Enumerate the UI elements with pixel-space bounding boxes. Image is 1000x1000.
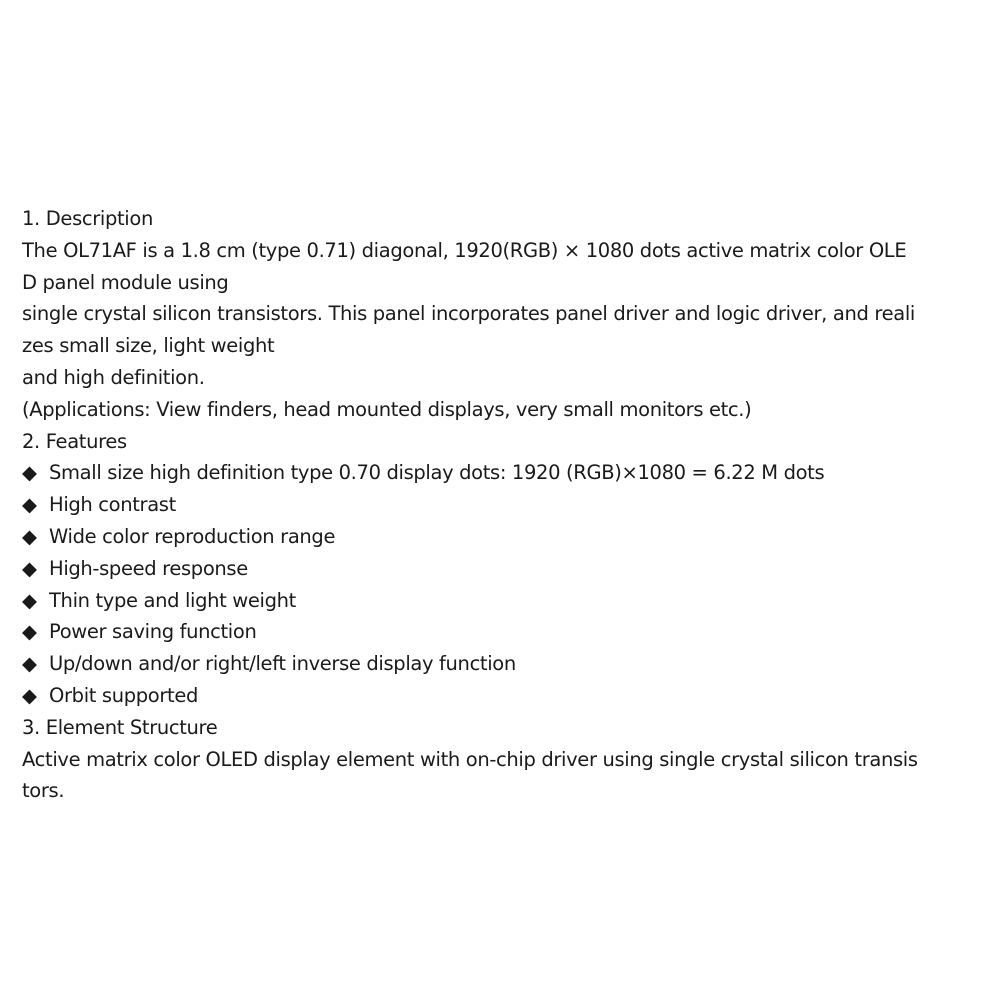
feature-text: Up/down and/or right/left inverse display function — [49, 652, 516, 676]
diamond-bullet-icon: ◆ — [22, 620, 37, 644]
diamond-bullet-icon: ◆ — [22, 588, 37, 612]
document-body — [22, 203, 962, 807]
feature-item — [22, 648, 962, 680]
diamond-bullet-icon: ◆ — [22, 683, 37, 707]
description-heading: 1. Description — [22, 207, 153, 230]
feature-item — [22, 553, 962, 585]
diamond-bullet-icon: ◆ — [22, 652, 37, 676]
features-heading: 2. Features — [22, 429, 127, 453]
feature-text: Power saving function — [49, 620, 257, 644]
diamond-bullet-icon: ◆ — [22, 524, 37, 548]
feature-item — [22, 585, 962, 617]
diamond-bullet-icon: ◆ — [22, 493, 37, 517]
description-line: zes small size, light weight — [22, 334, 275, 358]
description-line: (Applications: View finders, head mounted displays, very small monitors etc.) — [22, 397, 752, 421]
feature-text: Thin type and light weight — [49, 588, 296, 612]
feature-text: Wide color reproduction range — [49, 524, 336, 548]
element-structure-line: Active matrix color OLED display element with on-chip driver using single crystal silicon transis — [22, 747, 918, 771]
diamond-bullet-icon: ◆ — [22, 556, 37, 580]
feature-item — [22, 616, 962, 648]
diamond-bullet-icon: ◆ — [22, 461, 37, 485]
feature-item — [22, 680, 962, 712]
element-structure-heading: 3. Element Structure — [22, 715, 218, 739]
feature-item — [22, 489, 962, 521]
feature-text: Small size high definition type 0.70 display dots: 1920 (RGB)×1080 = 6.22 M dots — [49, 461, 825, 485]
description-line: single crystal silicon transistors. This panel incorporates panel driver and logic driver, and reali — [22, 302, 915, 326]
element-structure-line: tors. — [22, 779, 65, 803]
feature-item — [22, 457, 962, 489]
feature-item — [22, 521, 962, 553]
feature-text: Orbit supported — [49, 683, 198, 707]
feature-text: High-speed response — [49, 556, 248, 580]
description-line: The OL71AF is a 1.8 cm (type 0.71) diagonal, 1920(RGB) × 1080 dots active matrix color OLE — [22, 238, 907, 262]
description-line: D panel module using — [22, 270, 229, 294]
feature-text: High contrast — [49, 493, 176, 517]
description-line: and high definition. — [22, 365, 205, 389]
